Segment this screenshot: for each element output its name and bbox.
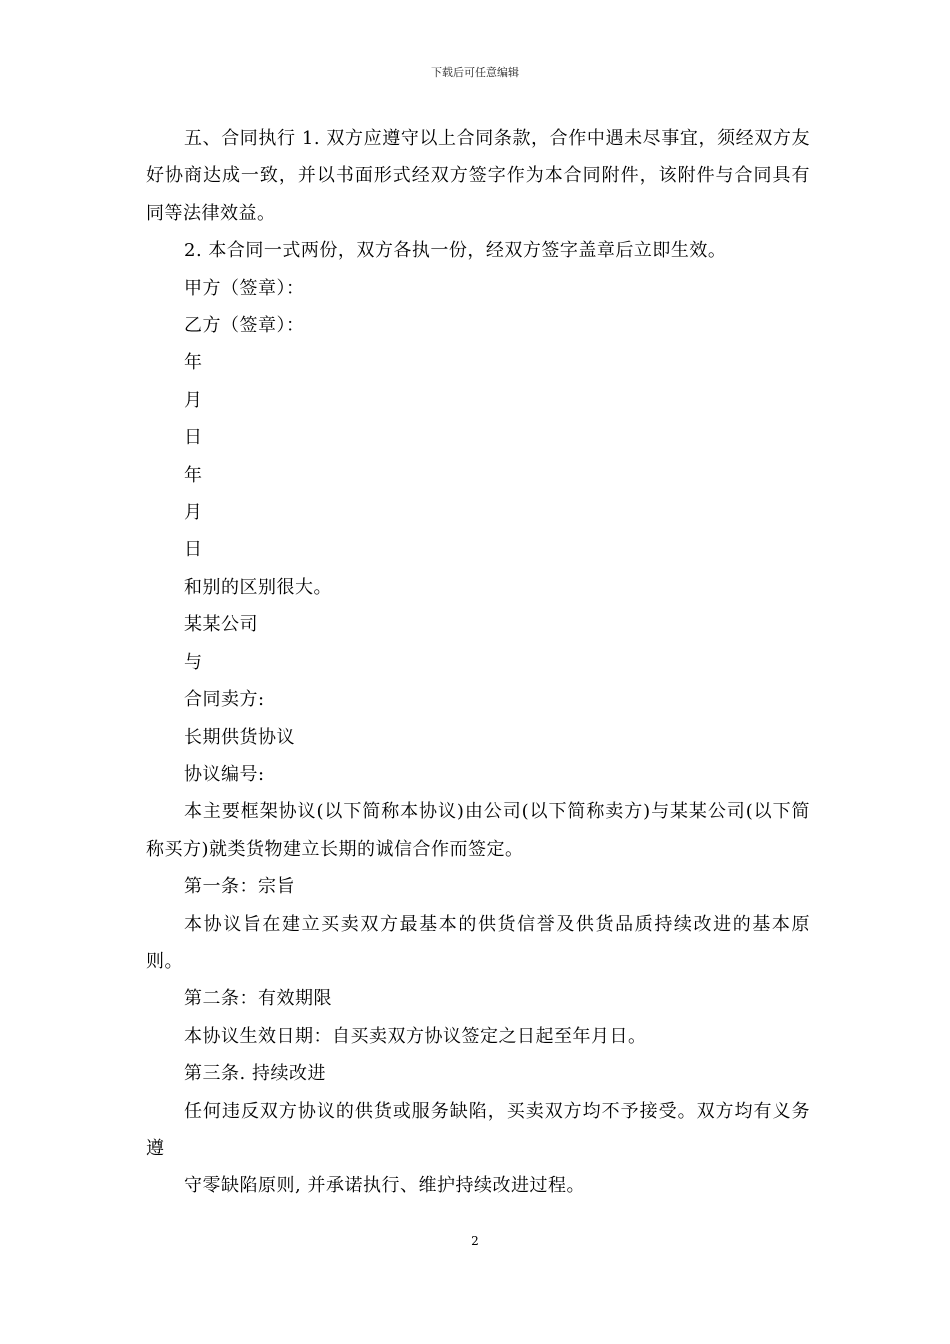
contract-seller-label: 合同卖方:	[184, 689, 265, 711]
article-1-heading: 第一条：宗旨	[184, 876, 295, 898]
date-day-2: 日	[184, 539, 203, 561]
conjunction-and: 与	[184, 651, 203, 673]
agreement-title: 长期供货协议	[184, 726, 295, 748]
paragraph-framework: 本主要框架协议(以下简称本协议)由公司(以下简称卖方)与某某公司(以下简称买方)就类货物建立长期的诚信合作而签定。	[146, 801, 810, 860]
paragraph-copies: 2. 本合同一式两份，双方各执一份，经双方签字盖章后立即生效。	[184, 240, 727, 262]
paragraph-contract-execution: 五、合同执行 1. 双方应遵守以上合同条款，合作中遇未尽事宜，须经双方友好协商达成一致，并以书面形式经双方签字作为本合同附件，该附件与合同具有同等法律效益。	[146, 128, 810, 224]
paragraph-difference: 和别的区别很大。	[184, 576, 332, 598]
article-3-body-1: 任何违反双方协议的供货或服务缺陷，买卖双方均不予接受。双方均有义务遵	[146, 1100, 810, 1159]
date-year-2: 年	[184, 464, 203, 486]
article-1-body: 本协议旨在建立买卖双方最基本的供货信誉及供货品质持续改进的基本原则。	[146, 913, 810, 972]
date-day-1: 日	[184, 427, 203, 449]
page-header: 下载后可任意编辑	[431, 66, 519, 79]
party-a-signature: 甲方（签章）：	[184, 277, 305, 299]
article-2-heading: 第二条：有效期限	[184, 988, 332, 1010]
date-month-2: 月	[184, 502, 203, 524]
agreement-number-label: 协议编号:	[184, 763, 265, 785]
date-month-1: 月	[184, 389, 203, 411]
company-name: 某某公司	[184, 614, 258, 636]
article-3-body-2: 守零缺陷原则, 并承诺执行、维护持续改进过程。	[184, 1175, 585, 1197]
date-year-1: 年	[184, 352, 203, 374]
article-3-heading: 第三条. 持续改进	[184, 1063, 326, 1085]
page-number: 2	[471, 1234, 479, 1248]
article-2-body: 本协议生效日期：自买卖双方协议签定之日起至年月日。	[184, 1025, 647, 1047]
document-body	[146, 120, 810, 1205]
party-b-signature: 乙方（签章）：	[184, 315, 305, 337]
